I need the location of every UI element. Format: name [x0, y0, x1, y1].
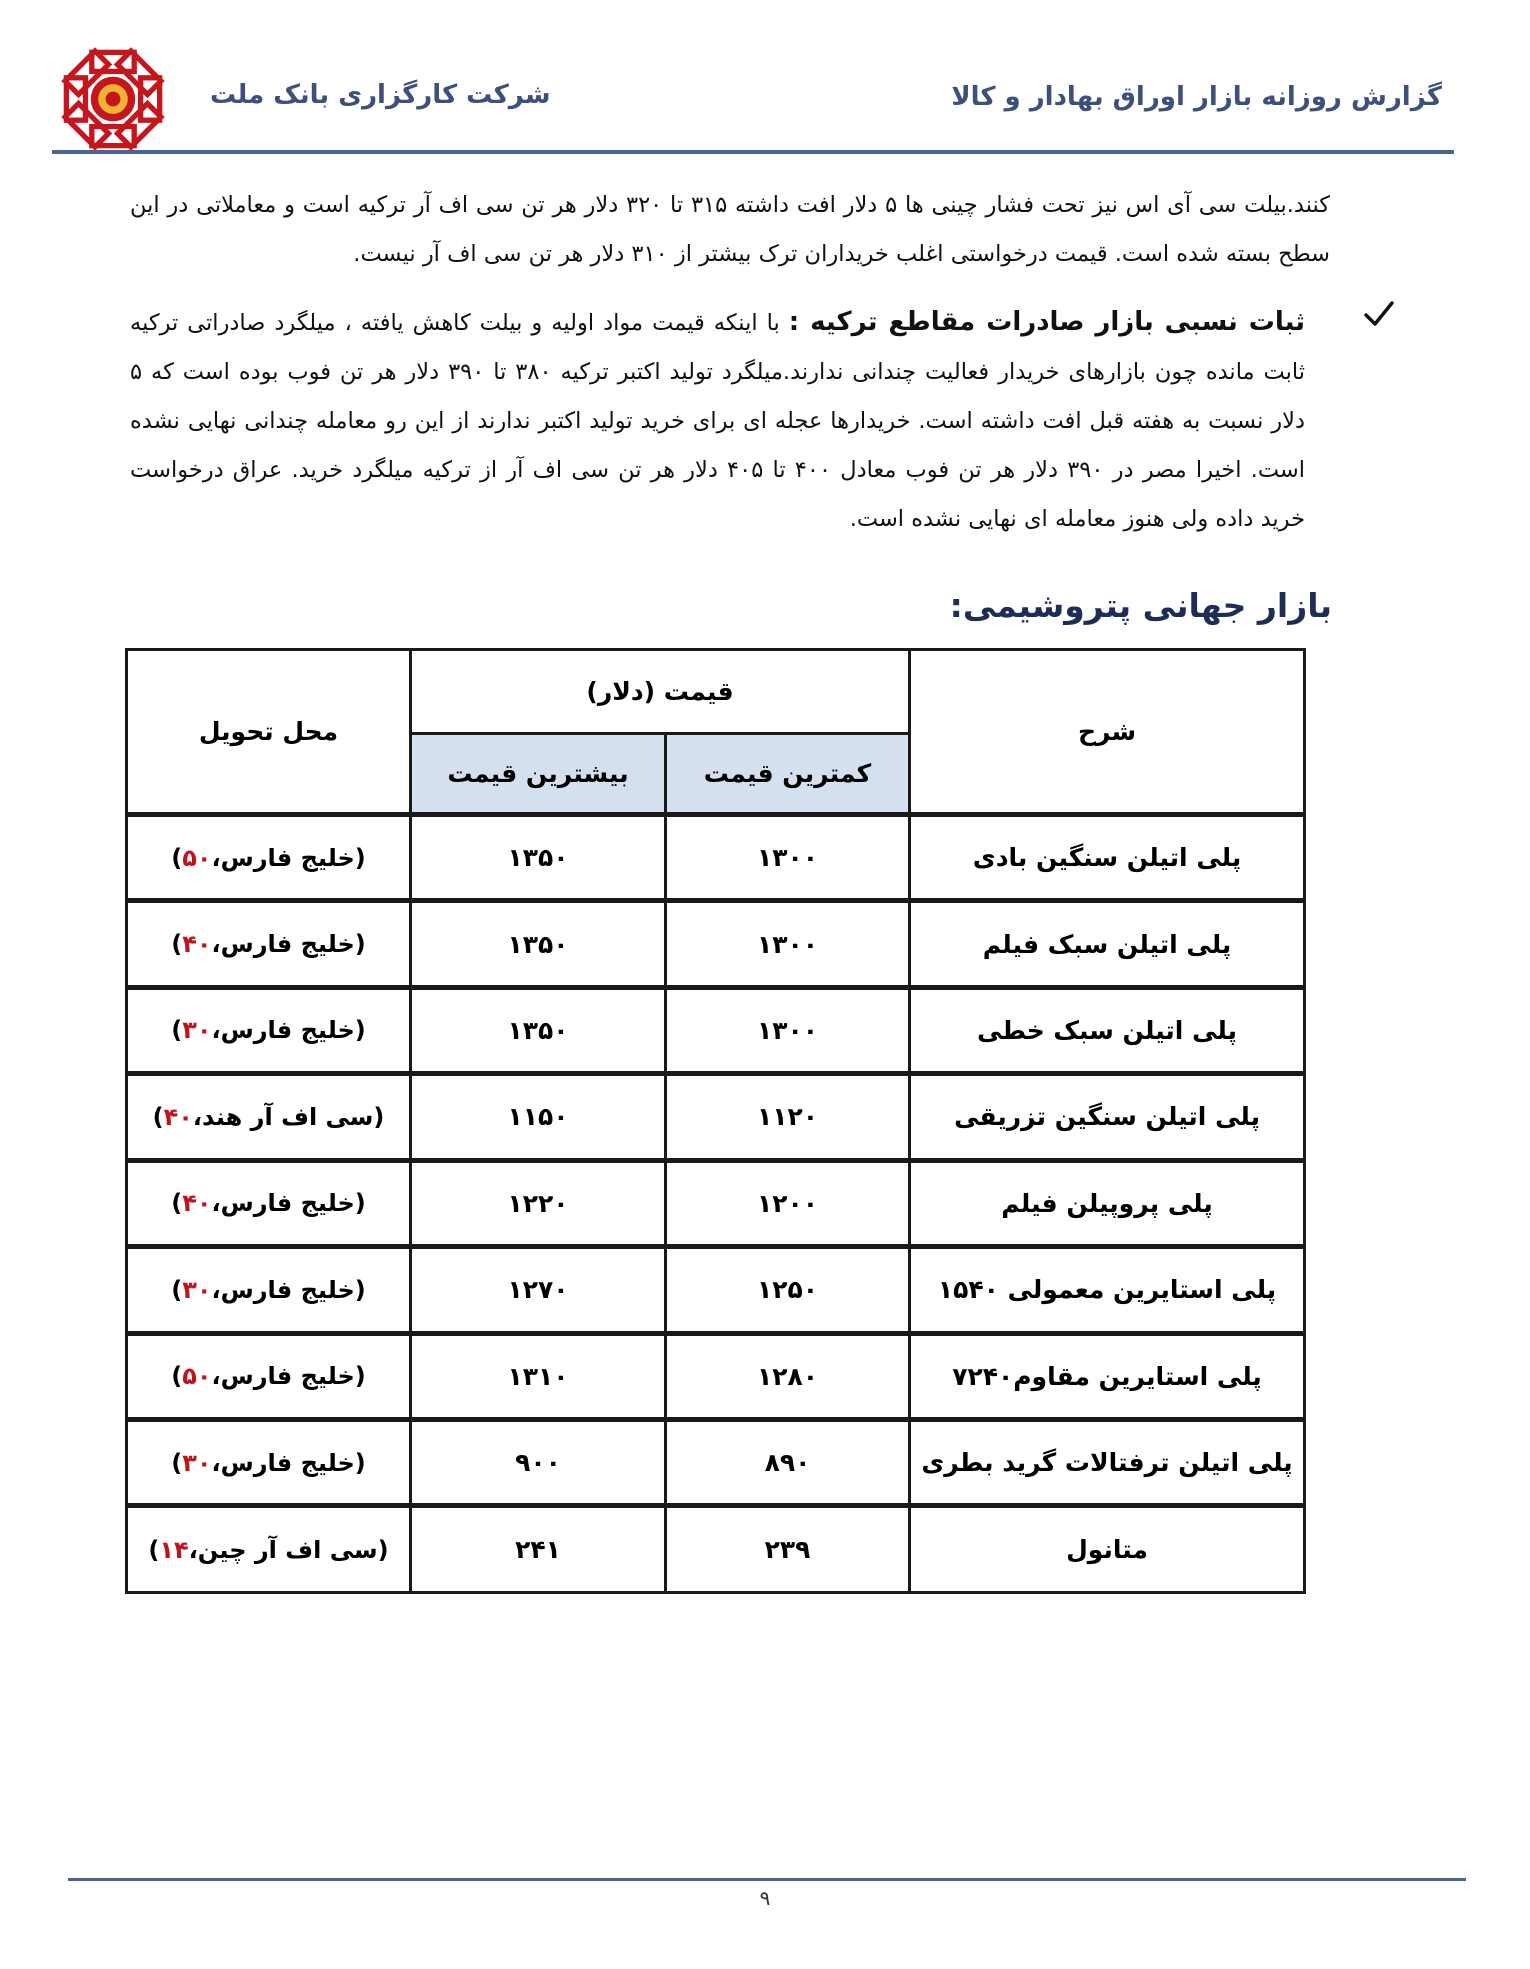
header-price: قیمت (دلار): [411, 650, 910, 734]
min-price: ۱۲۵۰: [666, 1247, 910, 1333]
location-close: ): [152, 1102, 164, 1131]
header-max-price: بیشترین قیمت: [411, 734, 666, 814]
min-price: ۱۲۰۰: [666, 1160, 910, 1246]
delivery-location: [127, 901, 411, 987]
max-price: ۱۱۵۰: [411, 1074, 666, 1160]
table-row: [127, 987, 1305, 1073]
product-name: پلی پروپیلن فیلم: [910, 1160, 1305, 1246]
header-min-price: کمترین قیمت: [666, 734, 910, 814]
page-number: ۹: [759, 1886, 771, 1910]
location-close: ): [171, 843, 183, 872]
header-divider: [52, 150, 1454, 154]
min-price: ۸۹۰: [666, 1420, 910, 1506]
table-row: [127, 1074, 1305, 1160]
delivery-location: [127, 1506, 411, 1593]
header-description: شرح: [910, 650, 1305, 815]
delivery-location: [127, 1074, 411, 1160]
table-header-row: [127, 650, 1305, 734]
header-location: محل تحویل: [127, 650, 411, 815]
location-text: (خلیج فارس،: [211, 1448, 366, 1477]
company-name: شرکت کارگزاری بانک ملت: [210, 80, 551, 110]
product-name: متانول: [910, 1506, 1305, 1593]
delivery-location: [127, 1247, 411, 1333]
table-row: [127, 1160, 1305, 1246]
location-number: ۴۰: [182, 930, 212, 959]
max-price: ۲۴۱: [411, 1506, 666, 1593]
location-text: (خلیج فارس،: [211, 1189, 366, 1218]
location-text: (خلیج فارس،: [211, 1275, 366, 1304]
table-row: [127, 1247, 1305, 1333]
location-text: (سی اف آر هند،: [192, 1102, 385, 1131]
max-price: ۱۲۲۰: [411, 1160, 666, 1246]
footer-divider: [68, 1878, 1466, 1881]
product-name: پلی استایرین مقاوم۷۲۴۰: [910, 1333, 1305, 1419]
location-close: ): [171, 1189, 183, 1218]
report-title: گزارش روزانه بازار اوراق بهادار و کالا: [951, 82, 1442, 112]
section-title: بازار جهانی پتروشیمی:: [949, 586, 1332, 625]
bullet-text: با اینکه قیمت مواد اولیه و بیلت کاهش یافته ، میلگرد صادراتی ترکیه ثابت مانده چون بازارهای خریدار فعالیت چندانی ندارند.میلگرد تولید اکتبر ترکیه ۳۸۰ تا ۳۹۰ دلار هر تن فوب بوده است که ۵ دلار نسبت به هفته قبل افت داشته است. خریدارها عجله ای برای خرید تولید اکتبر ندارند از این رو معامله چندانی نهایی نشده است. اخیرا مصر در ۳۹۰ دلار هر تن فوب معادل ۴۰۰ تا ۴۰۵ دلار هر تن سی اف آر از ترکیه میلگرد خرید. عراق درخواست خرید داده ولی هنوز معامله ای نهایی نشده است.: [130, 310, 1306, 532]
location-number: ۵۰: [182, 843, 212, 872]
table-row: [127, 901, 1305, 987]
location-text: (خلیج فارس،: [211, 930, 366, 959]
product-name: پلی اتیلن سبک خطی: [910, 987, 1305, 1073]
max-price: ۱۳۵۰: [411, 987, 666, 1073]
location-close: ): [171, 1275, 183, 1304]
min-price: ۱۳۰۰: [666, 901, 910, 987]
company-logo: [60, 46, 166, 152]
location-text: (سی اف آر چین،: [188, 1535, 389, 1564]
delivery-location: [127, 814, 411, 900]
delivery-location: [127, 1420, 411, 1506]
product-name: پلی اتیلن سبک فیلم: [910, 901, 1305, 987]
location-number: ۳۰: [182, 1016, 212, 1045]
location-number: ۳۰: [182, 1275, 212, 1304]
delivery-location: [127, 1160, 411, 1246]
delivery-location: [127, 1333, 411, 1419]
table-row: [127, 1420, 1305, 1506]
location-number: ۴۰: [182, 1189, 212, 1218]
location-number: ۵۰: [182, 1362, 212, 1391]
product-name: پلی اتیلن سنگین بادی: [910, 814, 1305, 900]
petrochemical-price-table: [125, 648, 1306, 1594]
min-price: ۱۲۸۰: [666, 1333, 910, 1419]
delivery-location: [127, 987, 411, 1073]
location-text: (خلیج فارس،: [211, 1016, 366, 1045]
min-price: ۱۳۰۰: [666, 987, 910, 1073]
check-icon: [1362, 297, 1396, 331]
location-text: (خلیج فارس،: [211, 1362, 366, 1391]
location-close: ): [171, 930, 183, 959]
location-number: ۳۰: [182, 1448, 212, 1477]
max-price: ۹۰۰: [411, 1420, 666, 1506]
table-row: [127, 1333, 1305, 1419]
paragraph-billet: کنند.بیلت سی آی اس نیز تحت فشار چینی ها ۵ دلار افت داشته ۳۱۵ تا ۳۲۰ دلار هر تن سی اف آر ترکیه است و معاملاتی در این سطح بسته شده است. قیمت درخواستی اغلب خریداران ترک بیشتر از ۳۱۰ دلار هر تن سی اف آر نیست.: [130, 192, 1331, 267]
max-price: ۱۳۱۰: [411, 1333, 666, 1419]
location-close: ): [171, 1448, 183, 1477]
location-close: ): [148, 1535, 160, 1564]
min-price: ۱۱۲۰: [666, 1074, 910, 1160]
table-row: [127, 1506, 1305, 1593]
product-name: پلی اتیلن ترفتالات گرید بطری: [910, 1420, 1305, 1506]
location-number: ۱۴: [159, 1535, 189, 1564]
product-name: پلی اتیلن سنگین تزریقی: [910, 1074, 1305, 1160]
location-number: ۴۰: [163, 1102, 193, 1131]
max-price: ۱۳۵۰: [411, 814, 666, 900]
location-text: (خلیج فارس،: [211, 843, 366, 872]
location-close: ): [171, 1016, 183, 1045]
product-name: پلی استایرین معمولی ۱۵۴۰: [910, 1247, 1305, 1333]
max-price: ۱۲۷۰: [411, 1247, 666, 1333]
table-row: [127, 814, 1305, 900]
bullet-rebar-exports: [130, 298, 1305, 544]
bullet-heading: ثبات نسبی بازار صادرات مقاطع ترکیه :: [788, 307, 1306, 337]
max-price: ۱۳۵۰: [411, 901, 666, 987]
location-close: ): [171, 1362, 183, 1391]
min-price: ۱۳۰۰: [666, 814, 910, 900]
min-price: ۲۳۹: [666, 1506, 910, 1593]
